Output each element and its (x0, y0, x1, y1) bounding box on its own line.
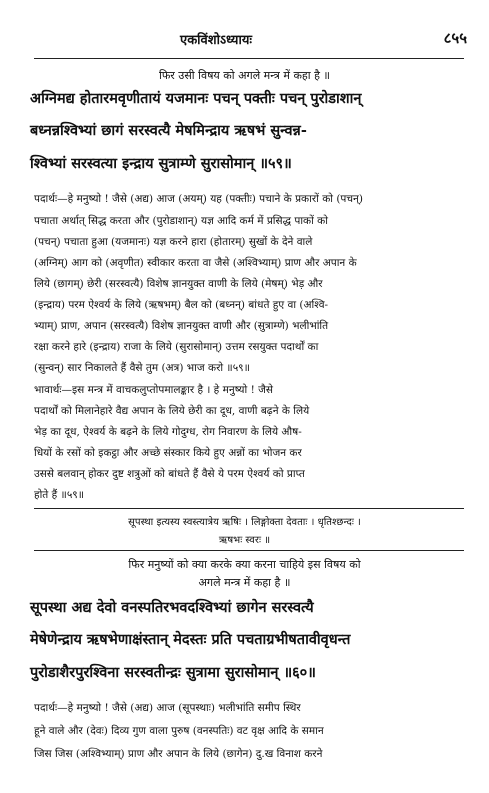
bhavartha-line: पदार्थों को मिलानेहारे वैद्य अपान के लिये छेरी का दूध, वाणी बढ़ने के लिये (34, 405, 310, 417)
bhavartha-line: धियों के रसों को इकट्ठा और अच्छे संस्कार किये हुए अन्नों का भोजन कर (34, 447, 302, 459)
bhavartha-line: भावार्थः—इस मन्त्र में वाचकलुप्तोपमालङ्कार है । हे मनुष्यो ! जैसे (34, 384, 274, 396)
padartha-line: (पचन्) पचाता हुआ (यजमानः) यज्ञ करने हारा (होतारम्) सुखों के देने वाले (34, 236, 313, 248)
rishi-devata-line: सूपस्था इत्यस्य स्वस्त्यात्रेय ऋषिः । लिङ्गोक्ता देवताः । धृतिश्छन्दः । (128, 517, 361, 528)
bhavartha-line: भेड़ का दूध, ऐश्वर्य के बढ़ने के लिये गोदुग्ध, रोग निवारण के लिये औष- (34, 426, 302, 438)
padartha-line: (इन्द्राय) परम ऐश्वर्य के लिये (ऋषभम्) बैल को (बध्नन्) बांधते हुए वा (अश्वि- (34, 299, 329, 311)
padartha-line: लिये (छागम्) छेरी (सरस्वत्यै) विशेष ज्ञानयुक्त वाणी के लिये (मेषम्) भेड़ और (34, 278, 323, 290)
bhavartha-line: उससे बलवान् होकर दुष्ट शत्रुओं को बांधते हैं वैसे ये परम ऐश्वर्य को प्राप्त (34, 468, 305, 480)
padartha-line: रक्षा करने हारे (इन्द्राय) राजा के लिये (सुरासोमान्) उत्तम रसयुक्त पदार्थों का (34, 341, 319, 353)
page-margin (469, 0, 489, 793)
padartha-line: पचाता अर्थात् सिद्ध करता और (पुरोडाशान्) यज्ञ आदि कर्म में प्रसिद्ध पाकों को (34, 215, 328, 227)
mantra-line: अग्निमद्य होतारमवृणीतायं यजमानः पचन् पक्तीः पचन् पुरोडाशान् (30, 90, 362, 107)
mantra-line: श्विभ्यां सरस्वत्या इन्द्राय सुत्राम्णे सुरासोमान् ॥५९॥ (30, 155, 292, 172)
bhavartha-line: होते हैं ॥५९॥ (34, 489, 85, 501)
chapter-title: एकविंशोऽध्यायः (180, 33, 253, 48)
section-intro: फिर उसी विषय को अगले मन्त्र में कहा है ॥ (158, 69, 331, 82)
mantra-line: पुरोडाशैरपुरश्विना सरस्वतीन्द्रः सुत्रामा सुरासोमान् ॥६०॥ (30, 664, 316, 681)
page-number: ८५५ (443, 29, 467, 47)
padartha-line: (सुन्वन्) सार निकालते हैं वैसे तुम (अत्र) भाज करो ॥५९॥ (34, 362, 250, 374)
padartha-line: भ्याम्) प्राण, अपान (सरस्वत्यै) विशेष ज्ञानयुक्त वाणी और (सुत्राम्णे) भलीभांति (34, 320, 329, 332)
header-rule (34, 58, 464, 59)
page-header (0, 30, 489, 52)
mantra-line: बध्नन्नश्विभ्यां छागं सरस्वत्यै मेषमिन्द्राय ऋषभं सुन्वन्न- (30, 122, 307, 139)
section-intro: अगले मन्त्र में कहा है ॥ (198, 576, 291, 589)
section-intro: फिर मनुष्यों को क्या करके क्या करना चाहिये इस विषय को (128, 558, 361, 571)
padartha-line: हूने वाले और (देवः) दिव्य गुण वाला पुरुष (वनस्पतिः) वट वृक्ष आदि के समान (34, 725, 324, 737)
padartha-line: पदार्थः—हे मनुष्यो ! जैसे (अद्य) आज (सूपस्थाः) भलीभांति समीप स्थिर (34, 702, 301, 714)
svara-line: ऋषभः स्वरः ॥ (218, 535, 271, 546)
mantra-line: सूपस्था अद्य देवो वनस्पतिरभवदश्विभ्यां छागेन सरस्वत्यै (30, 599, 314, 616)
padartha-line: जिस जिस (अश्विभ्याम्) प्राण और अपान के लिये (छागेन) दु.ख विनाश करने (34, 748, 323, 760)
mantra-line: मेषेणेन्द्राय ऋषभेणाक्षंस्तान् मेदस्तः प्रति पचताग्रभीषतावीवृधन्त (30, 631, 351, 648)
section-rule (34, 550, 464, 551)
padartha-line: (अग्निम्) आग को (अवृणीत) स्वीकार करता वा जैसे (अश्विभ्याम्) प्राण और अपान के (34, 257, 357, 269)
padartha-line: पदार्थः—हे मनुष्यो ! जैसे (अद्य) आज (अयम्) यह (पक्तीः) पचाने के प्रकारों को (पचन्) (34, 193, 363, 205)
section-rule (34, 508, 464, 509)
